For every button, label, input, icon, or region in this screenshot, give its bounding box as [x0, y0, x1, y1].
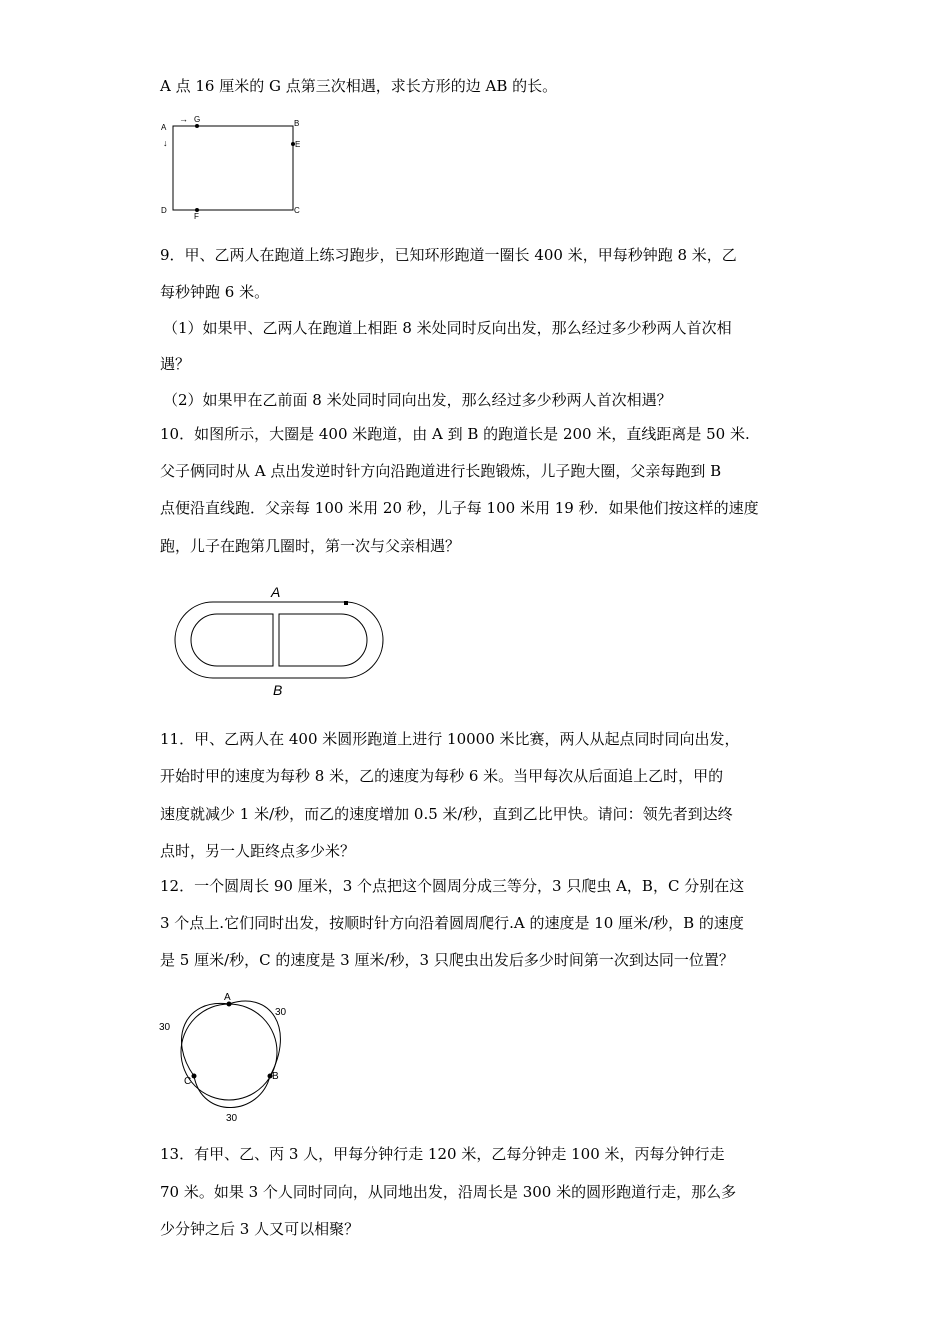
- label-B: B: [294, 119, 300, 128]
- problem9-sub1-line-2: 遇？: [160, 355, 191, 373]
- rectangle-figure: [155, 112, 310, 222]
- track-figure: [165, 580, 395, 700]
- problem12-line-3: 是 5 厘米/秒，C 的速度是 3 厘米/秒，3 只爬虫出发后多少时间第一次到达同一位置？: [160, 951, 734, 969]
- problem12-line-1: 12．一个圆周长 90 厘米，3 个点把这个圆周分成三等分，3 只爬虫 A，B，C 分别在这: [160, 877, 745, 895]
- problem9-sub1-line-1: （1）如果甲、乙两人在跑道上相距 8 米处同时反向出发，那么经过多少秒两人首次相: [163, 319, 732, 337]
- label-D: D: [161, 206, 167, 215]
- label-C: C: [294, 206, 300, 215]
- problem13-line-1: 13．有甲、乙、丙 3 人，甲每分钟行走 120 米，乙每分钟走 100 米，丙每分钟行走: [160, 1145, 725, 1163]
- arrow-down-icon: ↓: [163, 138, 168, 148]
- label-A: A: [224, 992, 231, 1003]
- circle-figure: [150, 988, 310, 1126]
- problem10-line-3: 点便沿直线跑．父亲每 100 米用 20 秒，儿子每 100 米用 19 秒．如果他们按这样的速度: [160, 499, 759, 517]
- label-B: B: [273, 682, 283, 698]
- label-G: G: [194, 115, 201, 124]
- label-F: F: [194, 212, 199, 221]
- problem9-line-1: 9．甲、乙两人在跑道上练习跑步，已知环形跑道一圈长 400 米，甲每秒钟跑 8 米，乙: [160, 246, 737, 264]
- problem10-line-4: 跑，儿子在跑第几圈时，第一次与父亲相遇？: [160, 537, 461, 555]
- problem9-line-2: 每秒钟跑 6 米。: [160, 283, 270, 301]
- label-C: C: [184, 1076, 192, 1087]
- problem11-line-3: 速度就减少 1 米/秒，而乙的速度增加 0.5 米/秒，直到乙比甲快。请问：领先者到达终: [160, 805, 733, 823]
- arc-label-left: 30: [159, 1022, 171, 1033]
- label-E: E: [295, 140, 301, 149]
- problem11-line-4: 点时，另一人距终点多少米？: [160, 842, 356, 860]
- arrow-right-icon: →: [179, 114, 188, 124]
- problem10-line-2: 父子俩同时从 A 点出发逆时针方向沿跑道进行长跑锻炼，儿子跑大圈，父亲每跑到 B: [160, 462, 722, 480]
- problem9-sub2-line: （2）如果甲在乙前面 8 米处同时同向出发，那么经过多少秒两人首次相遇？: [163, 391, 672, 409]
- problem13-line-2: 70 米。如果 3 个人同时同向，从同地出发，沿周长是 300 米的圆形跑道行走，那么多: [160, 1183, 737, 1201]
- label-B: B: [272, 1071, 279, 1082]
- arc-label-bottom: 30: [226, 1113, 238, 1124]
- problem11-line-1: 11．甲、乙两人在 400 米圆形跑道上进行 10000 米比赛，两人从起点同时同向出发，: [160, 730, 740, 748]
- problem10-line-1: 10．如图所示，大圈是 400 米跑道，由 A 到 B 的跑道长是 200 米，直线距离是 50 米.: [160, 425, 750, 443]
- problem13-line-3: 少分钟之后 3 人又可以相聚？: [160, 1220, 360, 1238]
- arc-label-right: 30: [275, 1007, 287, 1018]
- problem8-tail-text: A 点 16 厘米的 G 点第三次相遇，求长方形的边 AB 的长。: [160, 77, 558, 95]
- problem12-line-2: 3 个点上.它们同时出发，按顺时针方向沿着圆周爬行.A 的速度是 10 厘米/秒，B 的速度: [160, 914, 744, 932]
- label-A: A: [161, 123, 167, 132]
- label-A: A: [271, 584, 281, 600]
- problem11-line-2: 开始时甲的速度为每秒 8 米，乙的速度为每秒 6 米。当甲每次从后面追上乙时，甲的: [160, 767, 724, 785]
